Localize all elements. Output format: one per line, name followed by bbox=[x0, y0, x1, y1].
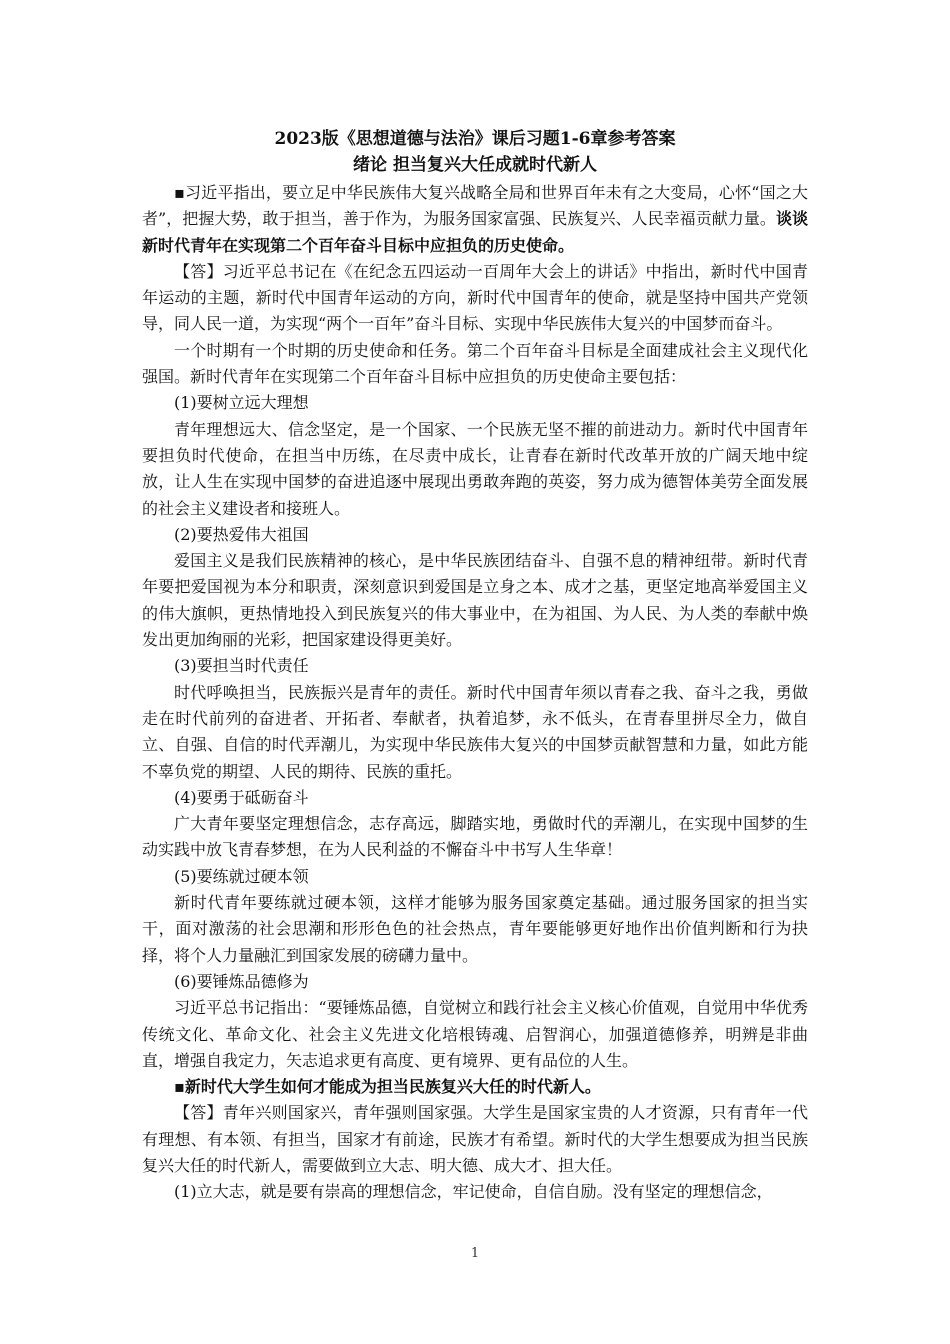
point-heading-4: (4)要勇于砥砺奋斗 bbox=[174, 787, 309, 807]
answer-label-2: 【答】 bbox=[174, 1103, 223, 1123]
section-subtitle: 绪论 担当复兴大任成就时代新人 bbox=[353, 155, 597, 175]
question-1-lead: ▪习近平指出，要立足中华民族伟大复兴战略全局和世界百年未有之大变局，心怀“国之大者”，把握大势，敢于担当，善于作为，为服务国家富强、民族复兴、人民幸福贡献力量。 bbox=[142, 183, 808, 229]
answer-2-text: 青年兴则国家兴，青年强则国家强。大学生是国家宝贵的人才资源，只有青年一代有理想、有本领、有担当，国家才有前途，民族才有希望。新时代的大学生想要成为担当民族复兴大任的时代新人，需要做到立大志、明大德、成大才、担大任。 bbox=[142, 1103, 808, 1175]
document-title: 2023版《思想道德与法治》课后习题1-6章参考答案 bbox=[274, 129, 676, 149]
paragraph-mission: 一个时期有一个时期的历史使命和任务。第二个百年奋斗目标是全面建成社会主义现代化强国。新时代青年在实现第二个百年奋斗目标中应担负的历史使命主要包括： bbox=[142, 340, 808, 387]
point-text-5: 新时代青年要练就过硬本领，这样才能够为服务国家奠定基础。通过服务国家的担当实干，面对激荡的社会思潮和形形色色的社会热点，青年要能够更好地作出价值判断和行为抉择，将个人力量融汇到国家发展的磅礴力量中。 bbox=[142, 893, 808, 965]
point-text-1: 青年理想远大、信念坚定，是一个国家、一个民族无坚不摧的前进动力。新时代中国青年要担负时代使命，在担当中历练，在尽责中成长，让青春在新时代改革开放的广阔天地中绽放，让人生在实现中国梦的奋进追逐中展现出勇敢奔跑的英姿，努力成为德智体美劳全面发展的社会主义建设者和接班人。 bbox=[142, 419, 808, 518]
answer-label: 【答】 bbox=[174, 261, 223, 281]
answer-2-point-1: (1)立大志，就是要有崇高的理想信念，牢记使命，自信自励。没有坚定的理想信念， bbox=[174, 1182, 773, 1202]
point-heading-2: (2)要热爱伟大祖国 bbox=[174, 524, 309, 544]
point-text-2: 爱国主义是我们民族精神的核心，是中华民族团结奋斗、自强不息的精神纽带。新时代青年要把爱国视为本分和职责，深刻意识到爱国是立身之本、成才之基，更坚定地高举爱国主义的伟大旗帜，更热情地投入到民族复兴的伟大事业中，在为祖国、为人民、为人类的奉献中焕发出更加绚丽的光彩，把国家建设得更美好。 bbox=[142, 551, 808, 650]
question-2: ▪新时代大学生如何才能成为担当民族复兴大任的时代新人。 bbox=[174, 1077, 601, 1097]
answer-1-intro bbox=[142, 259, 808, 338]
point-heading-1: (1)要树立远大理想 bbox=[174, 393, 309, 413]
point-text-6: 习近平总书记指出：“要锤炼品德，自觉树立和践行社会主义核心价值观，自觉用中华优秀传统文化、革命文化、社会主义先进文化培根铸魂、启智润心，加强道德修养，明辨是非曲直，增强自我定力，矢志追求更有高度、更有境界、更有品位的人生。 bbox=[142, 998, 808, 1070]
answer-1-text: 习近平总书记在《在纪念五四运动一百周年大会上的讲话》中指出，新时代中国青年运动的主题，新时代中国青年运动的方向，新时代中国青年的使命，就是坚持中国共产党领导，同人民一道，为实现“两个一百年”奋斗目标、实现中华民族伟大复兴的中国梦而奋斗。 bbox=[142, 261, 808, 334]
answer-2 bbox=[142, 1100, 808, 1179]
question-1-prompt: 谈谈新时代青年在实现第二个百年奋斗目标中应担负的历史使命。 bbox=[142, 209, 808, 255]
point-text-4: 广大青年要坚定理想信念，志存高远，脚踏实地，勇做时代的弄潮儿，在实现中国梦的生动实践中放飞青春梦想，在为人民利益的不懈奋斗中书写人生华章！ bbox=[142, 814, 808, 860]
point-heading-5: (5)要练就过硬本领 bbox=[174, 866, 309, 886]
page-number: 1 bbox=[470, 1246, 480, 1261]
point-text-3: 时代呼唤担当，民族振兴是青年的责任。新时代中国青年须以青春之我、奋斗之我，勇做走在时代前列的奋进者、开拓者、奉献者，执着追梦，永不低头，在青春里拼尽全力，做自立、自强、自信的时代弄潮儿，为实现中华民族伟大复兴的中国梦贡献智慧和力量，如此方能不辜负党的期望、人民的期待、民族的重托。 bbox=[142, 682, 808, 781]
point-heading-6: (6)要锤炼品德修为 bbox=[174, 971, 309, 991]
point-heading-3: (3)要担当时代责任 bbox=[174, 656, 309, 676]
question-1 bbox=[142, 180, 808, 259]
document-page bbox=[142, 126, 808, 1206]
